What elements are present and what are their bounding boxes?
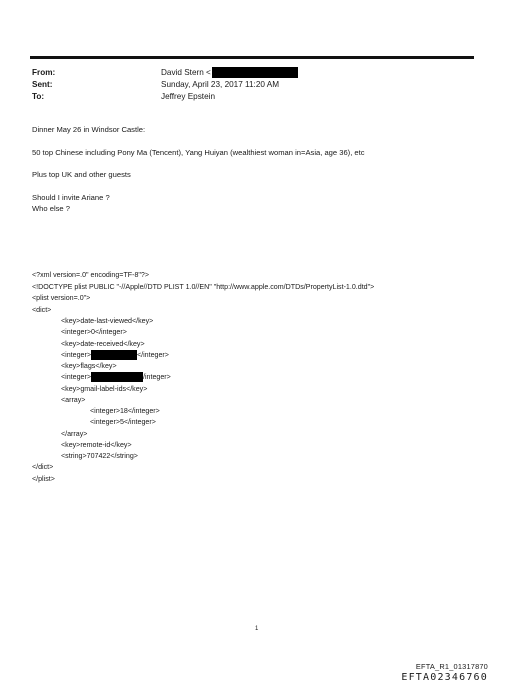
bates-number-primary: EFTA_R1_01317870 [415, 662, 488, 671]
redaction-box [91, 350, 137, 360]
xml-line: <key>flags</key> [61, 362, 117, 370]
xml-line [61, 372, 171, 382]
xml-line: <dict> [32, 306, 52, 314]
xml-line: <string>707422</string> [61, 452, 138, 460]
xml-line: <array> [61, 396, 86, 404]
from-label: From: [32, 68, 56, 77]
header-rule [30, 56, 474, 59]
xml-line: <integer>5</integer> [90, 418, 156, 426]
xml-line: <key>remote-id</key> [61, 441, 132, 449]
xml-line [61, 350, 169, 360]
xml-fragment: </integer> [136, 351, 169, 359]
sent-label: Sent: [32, 80, 53, 89]
xml-line: <integer>0</integer> [61, 328, 127, 336]
to-value: Jeffrey Epstein [161, 92, 216, 101]
page-number: 1 [255, 626, 259, 632]
xml-line: <integer>18</integer> [90, 407, 160, 415]
xml-fragment: <integer> [61, 373, 91, 381]
to-label: To: [32, 92, 45, 101]
xml-line: <key>date-last-viewed</key> [61, 317, 154, 325]
redaction-box [91, 372, 143, 382]
sent-value: Sunday, April 23, 2017 11:20 AM [161, 80, 280, 89]
from-value [161, 67, 298, 78]
xml-line: <key>gmail-label-ids</key> [61, 385, 148, 393]
body-line: 50 top Chinese including Pony Ma (Tencent), Yang Huiyan (wealthiest woman in=Asia, age 36), etc [32, 148, 365, 157]
body-line: Plus top UK and other guests [32, 170, 131, 179]
xml-line: <key>date-received</key> [61, 340, 145, 348]
bates-number-secondary: EFTA02346760 [401, 672, 488, 683]
xml-fragment: /integer> [142, 373, 171, 381]
xml-line: </plist> [32, 475, 55, 483]
redaction-box [212, 67, 298, 78]
xml-line: <plist version=.0"> [32, 294, 91, 302]
body-line: Should I invite Ariane ? [32, 193, 110, 202]
xml-line: </array> [61, 430, 88, 438]
xml-fragment: <integer> [61, 351, 91, 359]
xml-line: <!DOCTYPE plist PUBLIC "-//Apple//DTD PLIST 1.0//EN" "http://www.apple.com/DTDs/PropertyList-1.0.dtd"> [32, 283, 375, 291]
body-line: Who else ? [32, 204, 70, 213]
xml-line: <?xml version=.0" encoding=TF-8"?> [32, 271, 150, 279]
from-name: David Stern < [161, 68, 211, 77]
body-line: Dinner May 26 in Windsor Castle: [32, 125, 146, 134]
xml-line: </dict> [32, 463, 54, 471]
